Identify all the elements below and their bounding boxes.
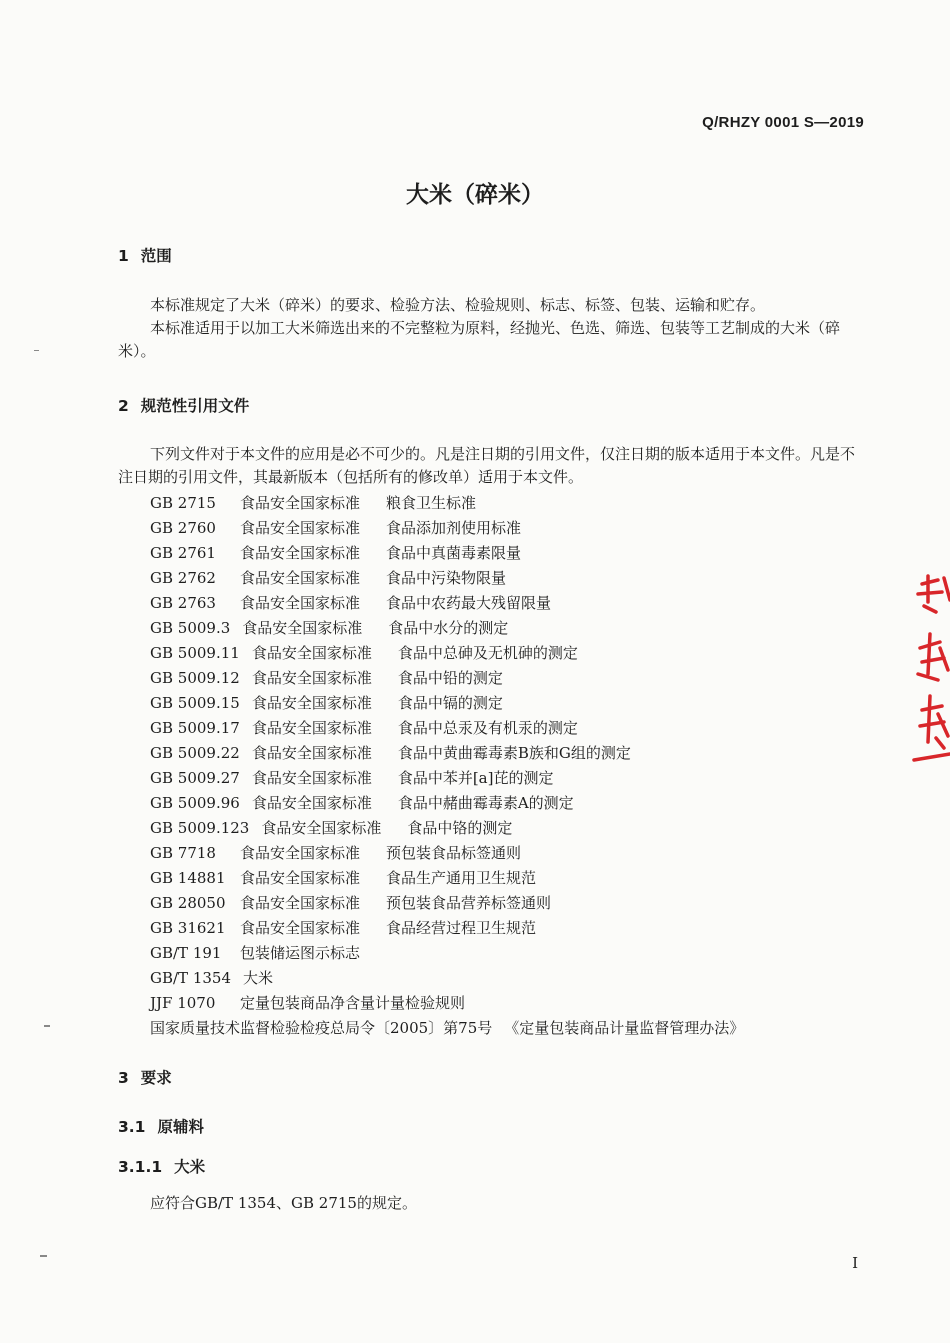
reference-title: 食品安全国家标准 xyxy=(240,569,361,587)
reference-code: GB 2760 xyxy=(150,519,216,537)
reference-item xyxy=(150,491,870,516)
reference-title: 定量包装商品净含量计量检验规则 xyxy=(240,994,466,1012)
section-number: 3.1.1 xyxy=(118,1158,163,1176)
reference-title: 包装储运图示标志 xyxy=(240,944,361,962)
reference-subtitle: 食品添加剂使用标准 xyxy=(386,519,522,537)
red-seal-fragment xyxy=(908,570,950,770)
scan-speck xyxy=(34,350,39,351)
scan-speck xyxy=(44,1025,50,1027)
reference-item xyxy=(150,841,870,866)
paragraph: 本标准适用于以加工大米筛选出来的不完整粒为原料，经抛光、色选、筛选、包装等工艺制成的大米（碎米）。 xyxy=(118,319,841,360)
reference-code: GB 2761 xyxy=(150,544,216,562)
reference-code: GB 7718 xyxy=(150,844,216,862)
section-heading-scope xyxy=(118,244,172,266)
page-number: I xyxy=(852,1254,858,1272)
section-title: 原辅料 xyxy=(157,1118,204,1136)
reference-item xyxy=(150,941,870,966)
reference-code: 国家质量技术监督检验检疫总局令〔2005〕第75号 xyxy=(150,1019,493,1037)
reference-subtitle: 食品中赭曲霉毒素A的测定 xyxy=(397,794,574,812)
reference-title: 食品安全国家标准 xyxy=(240,494,361,512)
reference-item xyxy=(150,966,870,991)
reference-subtitle: 食品生产通用卫生规范 xyxy=(386,869,537,887)
section-number: 3.1 xyxy=(118,1118,146,1136)
section-heading-requirements xyxy=(118,1066,172,1088)
scope-text xyxy=(118,294,866,363)
reference-code: GB 5009.123 xyxy=(150,819,250,837)
paragraph: 本标准规定了大米（碎米）的要求、检验方法、检验规则、标志、标签、包装、运输和贮存。 xyxy=(150,296,766,314)
reference-item xyxy=(150,791,870,816)
scan-speck xyxy=(40,1255,47,1257)
section-title: 要求 xyxy=(140,1069,172,1087)
reference-code: GB 5009.17 xyxy=(150,719,240,737)
section-title: 范围 xyxy=(140,247,172,265)
reference-item xyxy=(150,516,870,541)
reference-item xyxy=(150,566,870,591)
reference-subtitle: 食品经营过程卫生规范 xyxy=(386,919,537,937)
rice-requirement-text: 应符合GB/T 1354、GB 2715的规定。 xyxy=(150,1194,417,1212)
section-title: 大米 xyxy=(174,1158,206,1176)
reference-title: 食品安全国家标准 xyxy=(240,919,361,937)
reference-item xyxy=(150,916,870,941)
reference-title: 食品安全国家标准 xyxy=(240,894,361,912)
reference-item xyxy=(150,616,870,641)
section-heading-rice xyxy=(118,1155,205,1177)
reference-subtitle: 食品中总砷及无机砷的测定 xyxy=(397,644,578,662)
reference-item xyxy=(150,641,870,666)
reference-subtitle: 预包装食品营养标签通则 xyxy=(386,894,552,912)
reference-title: 食品安全国家标准 xyxy=(240,519,361,537)
reference-subtitle: 食品中铬的测定 xyxy=(407,819,513,837)
reference-code: GB 5009.22 xyxy=(150,744,240,762)
reference-title: 食品安全国家标准 xyxy=(240,594,361,612)
reference-title: 食品安全国家标准 xyxy=(251,669,372,687)
reference-subtitle: 食品中水分的测定 xyxy=(388,619,509,637)
reference-item xyxy=(150,1016,870,1041)
reference-code: GB 5009.27 xyxy=(150,769,240,787)
reference-subtitle: 食品中总汞及有机汞的测定 xyxy=(397,719,578,737)
reference-code: GB 2715 xyxy=(150,494,216,512)
reference-subtitle: 食品中苯并[a]芘的测定 xyxy=(397,769,554,787)
reference-code: GB 31621 xyxy=(150,919,226,937)
reference-code: GB 5009.3 xyxy=(150,619,231,637)
normative-refs-intro xyxy=(118,443,866,489)
section-heading-raw-materials xyxy=(118,1115,204,1137)
reference-title: 食品安全国家标准 xyxy=(240,544,361,562)
reference-code: GB 5009.11 xyxy=(150,644,240,662)
reference-code: GB 5009.96 xyxy=(150,794,240,812)
reference-item xyxy=(150,891,870,916)
reference-code: GB/T 1354 xyxy=(150,969,232,987)
reference-item xyxy=(150,991,870,1016)
section-number: 1 xyxy=(118,247,129,265)
reference-title: 食品安全国家标准 xyxy=(251,644,372,662)
reference-item xyxy=(150,666,870,691)
reference-subtitle: 食品中黄曲霉毒素B族和G组的测定 xyxy=(397,744,631,762)
reference-item xyxy=(150,591,870,616)
reference-code: GB 5009.15 xyxy=(150,694,240,712)
reference-subtitle: 食品中镉的测定 xyxy=(397,694,503,712)
section-title: 规范性引用文件 xyxy=(140,397,250,415)
reference-code: GB/T 191 xyxy=(150,944,222,962)
reference-subtitle: 食品中真菌毒素限量 xyxy=(386,544,522,562)
reference-item xyxy=(150,691,870,716)
reference-code: GB 28050 xyxy=(150,894,226,912)
standard-code: Q/RHZY 0001 S—2019 xyxy=(702,114,864,131)
reference-item xyxy=(150,716,870,741)
reference-code: JJF 1070 xyxy=(150,994,216,1012)
section-heading-normative-refs xyxy=(118,394,249,416)
reference-item xyxy=(150,766,870,791)
reference-title: 食品安全国家标准 xyxy=(242,619,363,637)
reference-title: 食品安全国家标准 xyxy=(251,744,372,762)
reference-item xyxy=(150,816,870,841)
reference-subtitle: 预包装食品标签通则 xyxy=(386,844,522,862)
reference-item xyxy=(150,541,870,566)
reference-subtitle: 粮食卫生标准 xyxy=(386,494,477,512)
reference-title: 大米 xyxy=(243,969,274,987)
reference-title: 食品安全国家标准 xyxy=(251,769,372,787)
reference-title: 食品安全国家标准 xyxy=(251,719,372,737)
reference-title: 食品安全国家标准 xyxy=(240,844,361,862)
reference-title: 《定量包装商品计量监督管理办法》 xyxy=(504,1019,745,1037)
reference-code: GB 14881 xyxy=(150,869,226,887)
reference-item xyxy=(150,866,870,891)
section-number: 2 xyxy=(118,397,129,415)
reference-title: 食品安全国家标准 xyxy=(261,819,382,837)
reference-title: 食品安全国家标准 xyxy=(240,869,361,887)
reference-code: GB 5009.12 xyxy=(150,669,240,687)
document-title: 大米（碎米） xyxy=(406,182,544,208)
reference-code: GB 2762 xyxy=(150,569,216,587)
section-number: 3 xyxy=(118,1069,129,1087)
reference-subtitle: 食品中污染物限量 xyxy=(386,569,507,587)
reference-title: 食品安全国家标准 xyxy=(251,694,372,712)
reference-list xyxy=(150,491,870,1041)
reference-title: 食品安全国家标准 xyxy=(251,794,372,812)
reference-code: GB 2763 xyxy=(150,594,216,612)
reference-item xyxy=(150,741,870,766)
paragraph: 下列文件对于本文件的应用是必不可少的。凡是注日期的引用文件，仅注日期的版本适用于本文件。凡是不注日期的引用文件，其最新版本（包括所有的修改单）适用于本文件。 xyxy=(118,445,856,486)
reference-subtitle: 食品中铅的测定 xyxy=(397,669,503,687)
reference-subtitle: 食品中农药最大残留限量 xyxy=(386,594,552,612)
